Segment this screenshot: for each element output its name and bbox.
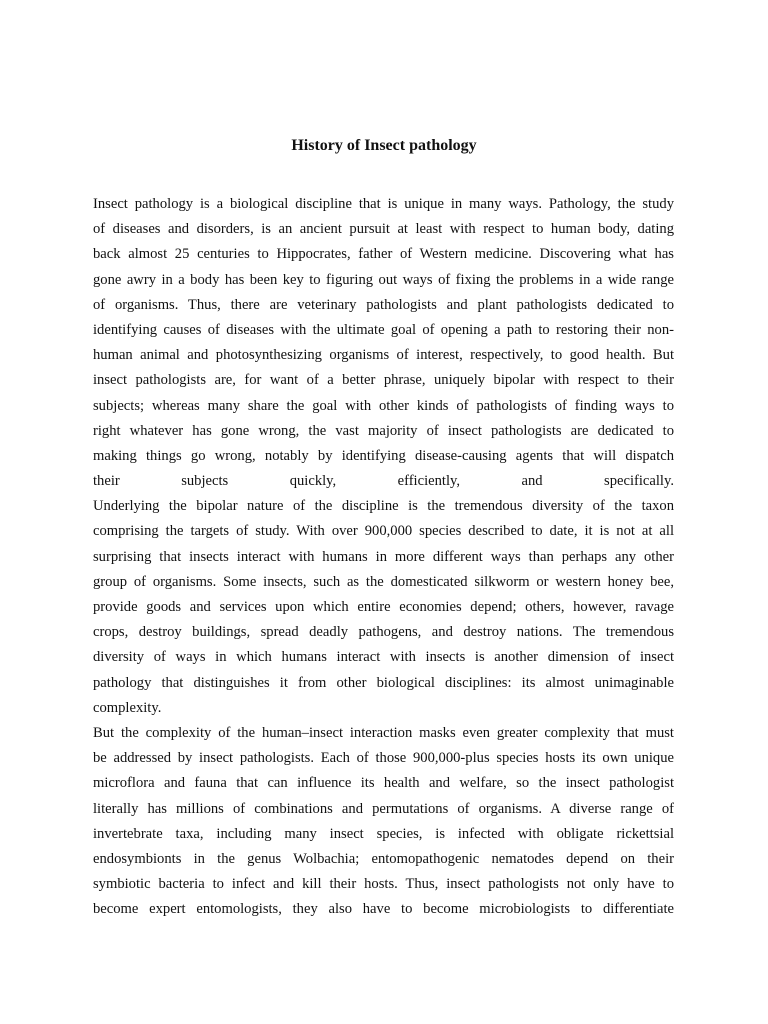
text-line: Underlying the bipolar nature of the discipline is the tremendous diversity of the taxon — [93, 498, 674, 515]
text-line: surprising that insects interact with humans in more different ways than perhaps any other — [93, 548, 674, 565]
text-line: crops, destroy buildings, spread deadly pathogens, and destroy nations. The tremendous — [93, 624, 674, 641]
text-line: comprising the targets of study. With over 900,000 species described to date, it is not at all — [93, 523, 674, 540]
text-line: of organisms. Thus, there are veterinary pathologists and plant pathologists dedicated to — [93, 296, 674, 313]
text-line: group of organisms. Some insects, such as the domesticated silkworm or western honey bee, — [93, 573, 674, 590]
text-line: be addressed by insect pathologists. Each of those 900,000-plus species hosts its own unique — [93, 750, 674, 767]
text-line: subjects; whereas many share the goal with other kinds of pathologists of finding ways to — [93, 397, 674, 414]
text-line: diversity of ways in which humans interact with insects is another dimension of insect — [93, 649, 674, 666]
text-line: right whatever has gone wrong, the vast majority of insect pathologists are dedicated to — [93, 422, 674, 439]
text-line: microflora and fauna that can influence its health and welfare, so the insect pathologist — [93, 775, 674, 792]
text-line: Insect pathology is a biological discipline that is unique in many ways. Pathology, the study — [93, 196, 674, 212]
text-line: making things go wrong, notably by identifying disease-causing agents that will dispatch — [93, 447, 674, 464]
text-line: pathology that distinguishes it from other biological disciplines: its almost unimaginable — [93, 674, 674, 691]
document-body — [93, 192, 674, 922]
text-line: literally has millions of combinations and permutations of organisms. A diverse range of — [93, 800, 674, 817]
text-line: symbiotic bacteria to infect and kill their hosts. Thus, insect pathologists not only have to — [93, 876, 674, 893]
document-title: History of Insect pathology — [291, 137, 477, 154]
text-line: complexity. — [93, 699, 162, 716]
text-line: human animal and photosynthesizing organisms of interest, respectively, to good health. But — [93, 347, 674, 364]
text-line: But the complexity of the human–insect interaction masks even greater complexity that must — [93, 724, 674, 741]
text-line: their subjects quickly, efficiently, and specifically. — [93, 473, 674, 490]
text-line: invertebrate taxa, including many insect species, is infected with obligate rickettsial — [93, 825, 674, 842]
text-line: endosymbionts in the genus Wolbachia; entomopathogenic nematodes depend on their — [93, 850, 674, 867]
text-line: provide goods and services upon which entire economies depend; others, however, ravage — [93, 599, 674, 615]
text-line: become expert entomologists, they also have to become microbiologists to differentiate — [93, 901, 674, 918]
text-line: gone awry in a body has been key to figuring out ways of fixing the problems in a wide range — [93, 271, 674, 288]
text-line: identifying causes of diseases with the ultimate goal of opening a path to restoring their non- — [93, 321, 674, 338]
text-line: insect pathologists are, for want of a better phrase, uniquely bipolar with respect to their — [93, 372, 674, 389]
text-line: of diseases and disorders, is an ancient pursuit at least with respect to human body, dating — [93, 221, 674, 238]
text-line: back almost 25 centuries to Hippocrates, father of Western medicine. Discovering what has — [93, 246, 674, 263]
